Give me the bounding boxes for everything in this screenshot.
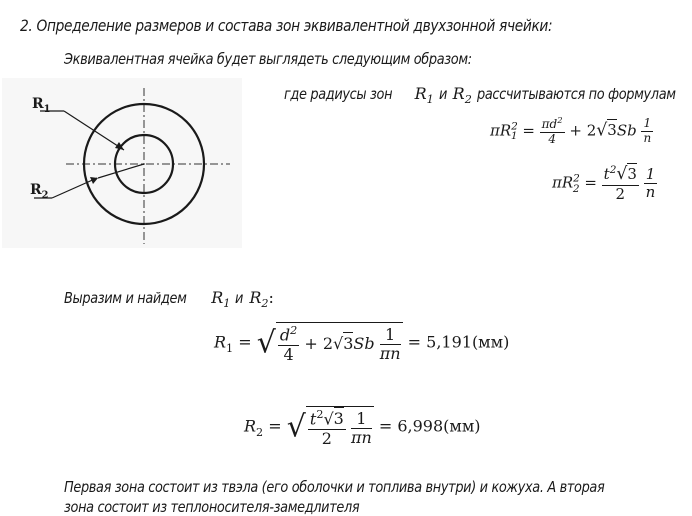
result-r1: $R_1$ = √ $\frac{d^2}{4}$ + 2√3Sb $\frac{1}{\pi n}$ = 5,191(мм) [214,324,510,364]
label-r2: $R_2$ [30,182,49,201]
radii-description: где радиусы зон $R_1$ и $R_2$ рассчитываются по формулам [284,84,676,107]
result-r2: $R_2$ = √ $\frac{t^2√3}{2}$ $\frac{1}{\pi n}$ = 6,998(мм) [244,408,481,448]
zone-description-line1: Первая зона состоит из твэла (его оболочки и топлива внутри) и кожуха. А вторая [64,478,605,496]
section-heading: 2. Определение размеров и состава зон эквивалентной двухзонной ячейки: [20,16,553,35]
label-r1: $R_1$ [32,96,51,115]
intro-text: Эквивалентная ячейка будет выглядеть следующим образом: [64,50,472,68]
formula-r2: $\pi R^2_2$ = $\frac{t^2√3}{2}$ $\frac{1}{n}$ [552,164,656,203]
cell-diagram [2,78,242,248]
formula-r1: $\pi R^2_1$ = $\frac{\pi d^2}{4}$ + 2√3Sb $\frac{1}{n}$ [490,115,652,146]
express-line: Выразим и найдем $R_1$ и $R_2$: [64,288,274,311]
zone-description-line2: зона состоит из теплоносителя-замедлителя [64,498,360,516]
